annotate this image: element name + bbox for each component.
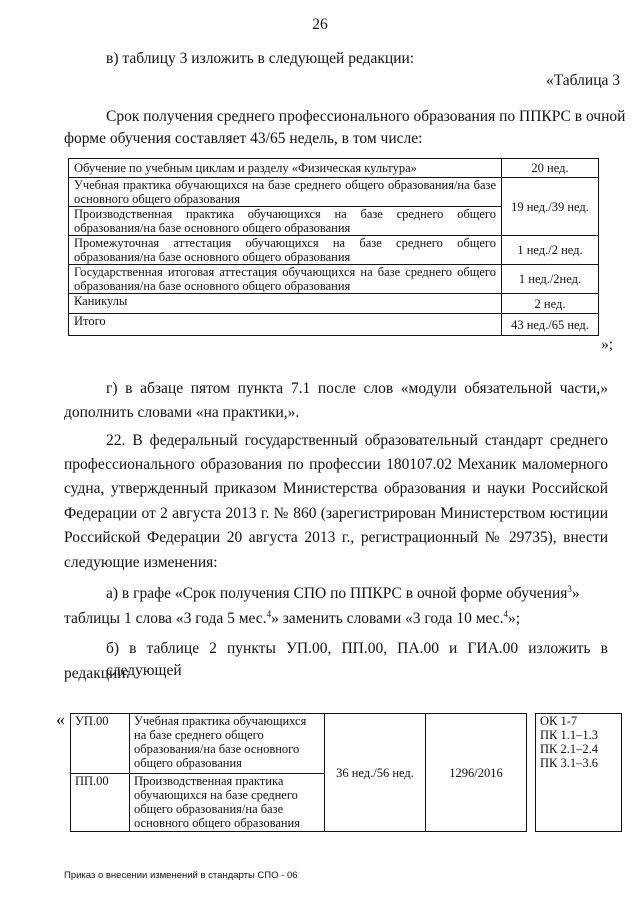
competency: ПК 2.1–2.4	[540, 742, 598, 756]
table3-row	[69, 159, 599, 178]
para22-line1: 22. В федеральный государственный образовательный стандарт среднего	[106, 432, 608, 449]
table3-row5-value: 1 нед./2нед.	[502, 265, 599, 294]
para22-line6: следующие изменения:	[64, 554, 218, 571]
table3-row7-label: Итого	[69, 314, 502, 336]
para-a-line1-text: а) в графе «Срок получения СПО по ППКРС в очной форме обучения	[106, 585, 568, 602]
table3-row4-label: Промежуточная аттестация обучающихся на базе среднего общего образования/на базе основного общего образования	[69, 236, 502, 265]
competency: ПК 1.1–1.3	[540, 728, 598, 742]
para-a-line2-text2: » заменить словами «3 года 10 мес.	[271, 610, 504, 627]
table3-row2-label: Учебная практика обучающихся на базе среднего общего образования/на базе основного общего образования	[69, 178, 502, 207]
footnote-ref: 3	[567, 583, 572, 594]
table3-row	[69, 294, 599, 314]
table3-lead-line2: форме обучения составляет 43/65 недель, в том числе:	[64, 130, 423, 147]
table2-row	[71, 714, 622, 774]
table3-row3-label: Производственная практика обучающихся на базе среднего общего образования/на базе основного общего образования	[69, 207, 502, 236]
competency: ПК 3.1–3.6	[540, 756, 598, 770]
footer-note: Приказ о внесении изменений в стандарты СПО - 06	[64, 870, 298, 881]
table2-weeks: 36 нед./56 нед.	[325, 714, 426, 832]
table3-row6-label: Каникулы	[69, 294, 502, 314]
para-b-line1: б) в таблице 2 пункты УП.00, ПП.00, ПА.00 и ГИА.00 изложить в следующей	[106, 640, 608, 679]
table3-row	[69, 314, 599, 336]
para22-line4: Федерации от 2 августа 2013 г. № 860 (зарегистрирован Министерством юстиции	[64, 505, 608, 522]
table2-row2-code: ПП.00	[71, 774, 130, 832]
para-a-line1	[106, 583, 580, 605]
table3-close-quote: »;	[601, 336, 614, 353]
table3-row	[69, 178, 599, 207]
para-b-line2: редакции:	[64, 665, 130, 682]
footnote-ref: 4	[503, 608, 509, 619]
table2-row1-desc: Учебная практика обучающихся на базе среднего общего образования/на базе основного общего образования	[130, 714, 325, 774]
para22-line5: Российской Федерации 20 августа 2013 г., регистрационный № 29735), внести	[64, 529, 608, 546]
table3-row23-value: 19 нед./39 нед.	[502, 178, 599, 236]
table3-row1-value: 20 нед.	[502, 159, 599, 178]
table3-row	[69, 236, 599, 265]
intro-line: в) таблицу 3 изложить в следующей редакции:	[106, 50, 415, 67]
table3-caption: «Таблица 3	[545, 72, 620, 89]
para22-line2: профессионального образования по профессии 180107.02 Механик маломерного	[64, 456, 608, 473]
para-a-line2-text1: таблицы 1 слова «3 года 5 мес.	[64, 610, 267, 627]
competency: ОК 1-7	[540, 714, 578, 728]
para-a-line1-quote: »	[571, 585, 580, 602]
page-number: 26	[312, 16, 328, 33]
para-a-line2-text3: »;	[508, 610, 521, 627]
para22-line3: судна, утвержденный приказом Министерства образования и науки Российской	[64, 480, 608, 497]
table3-row7-value: 43 нед./65 нед.	[502, 314, 599, 336]
table2	[70, 713, 622, 832]
table2-hours: 1296/2016	[426, 714, 527, 832]
table2-open-quote: «	[56, 709, 65, 729]
table2-gap-column	[527, 714, 536, 832]
table3-lead-line1: Срок получения среднего профессионального образования по ППКРС в очной	[106, 108, 626, 125]
para-g-line2: дополнить словами «на практики,».	[64, 404, 300, 421]
para-a-line2	[64, 608, 520, 630]
table2-competencies	[536, 714, 622, 832]
table3-row1-label: Обучение по учебным циклам и разделу «Физическая культура»	[69, 159, 502, 178]
footnote-ref: 4	[266, 608, 272, 619]
table3-row	[69, 265, 599, 294]
table2-row1-code: УП.00	[71, 714, 130, 774]
para-g-line1: г) в абзаце пятом пункта 7.1 после слов «модули обязательной части,»	[106, 380, 608, 397]
table2-row2-desc: Производственная практика обучающихся на базе среднего общего образования/на базе основного общего образования	[130, 774, 325, 832]
table3-row5-label: Государственная итоговая аттестация обучающихся на базе среднего общего образования/на базе основного общего образования	[69, 265, 502, 294]
table3-row4-value: 1 нед./2 нед.	[502, 236, 599, 265]
table3	[68, 158, 599, 336]
table3-row6-value: 2 нед.	[502, 294, 599, 314]
